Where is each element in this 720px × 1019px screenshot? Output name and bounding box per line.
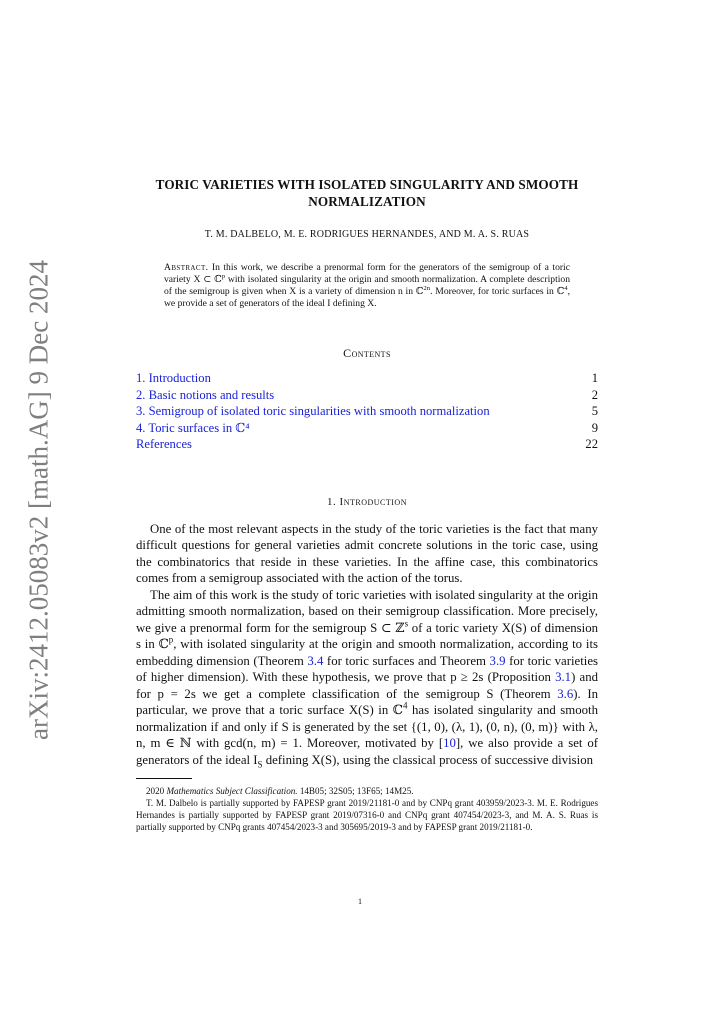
text-run: ) and for p = 2s we get a complete classification of the semigroup S (Theorem (136, 670, 598, 701)
toc-link-semigroup[interactable] (136, 403, 490, 420)
page-number: 1 (358, 897, 362, 906)
abstract-label: Abstract. (164, 262, 209, 273)
sup-p: p (168, 634, 174, 645)
toc-page: 2 (591, 387, 598, 402)
sup-s: s (404, 618, 409, 629)
toc-num: 1. (136, 371, 146, 385)
section-title-introduction: 1. Introduction (327, 495, 407, 508)
toc-label: Basic notions and results (148, 387, 275, 402)
footnote-divider (136, 778, 192, 779)
ref-proposition-3-1[interactable]: 3.1 (555, 670, 572, 684)
title-line-2: NORMALIZATION (308, 194, 426, 209)
toc-num: 3. (136, 404, 146, 418)
ref-theorem-3-4[interactable]: 3.4 (307, 653, 324, 668)
abstract-sup-4: 4 (564, 284, 568, 292)
text-run: ). In particular, we prove that a toric surface X(S) in ℂ (136, 686, 598, 717)
toc-link-basic-notions[interactable] (136, 387, 274, 404)
arxiv-id: arXiv:2412.05083v2 [math.AG] 9 Dec 2024 (23, 260, 54, 740)
toc-label: Introduction (148, 371, 211, 385)
text-run: defining X(S), using the classical process of successive division (262, 752, 594, 767)
abstract-sup-p: p (221, 272, 226, 280)
toc-page: 22 (585, 437, 598, 451)
toc-page: 5 (591, 404, 598, 418)
ref-theorem-3-9[interactable]: 3.9 (489, 653, 506, 668)
abstract (164, 262, 570, 310)
toc-item-semigroup[interactable] (136, 403, 598, 420)
text-run: The aim of this work is the study of toric varieties with isolated singularity at the origin admitting smooth normalization, based on their semigroup classification. More precisely, we give a prenormal form for the semigroup S ⊂ ℤ (136, 587, 598, 635)
toc-link-references[interactable] (136, 436, 192, 453)
text-run: has isolated singularity and smooth normalization if and only if S is generated by the set {(1, 0), (λ, 1), (0, n), (0, m)} with λ, n, m ∈ ℕ with gcd(n, m) = 1. Moreover, motivated by [ (136, 703, 598, 750)
msc-label: Mathematics Subject Classification. (166, 786, 298, 796)
toc-page: 1 (591, 371, 598, 385)
toc-item-references[interactable] (136, 436, 598, 453)
text-run: 2020 (146, 786, 167, 796)
text-run: , with isolated singularity at the origin and smooth normalization, according to its embedding dimension (Theorem (136, 637, 598, 668)
toc-link-introduction[interactable] (136, 370, 211, 387)
toc-label: Toric surfaces in ℂ⁴ (148, 420, 250, 435)
sup-4: 4 (403, 700, 408, 711)
text-run: 14B05; 32S05; 13F65; 14M25. (297, 786, 414, 796)
abstract-text-2: with isolated singularity at the origin and smooth normalization. A complete description of the semigroup is given when X is a variety of dimension n in ℂ (164, 274, 570, 297)
footnotes (136, 785, 598, 833)
abstract-sup-2n: 2n (423, 284, 431, 292)
sub-s: S (257, 759, 263, 770)
authors: T. M. DALBELO, M. E. RODRIGUES HERNANDES, AND M. A. S. RUAS (204, 229, 530, 240)
text-run: ], we also provide a set of generators of the ideal I (136, 736, 598, 767)
toc-page: 9 (591, 420, 598, 435)
footnote-msc (136, 785, 598, 797)
toc-num: 4. (136, 420, 146, 435)
contents-title: Contents (343, 346, 391, 360)
text-run: for toric varieties of higher dimension). With these hypothesis, we prove that p ≥ 2s (Proposition (136, 653, 598, 684)
toc-link-toric-surfaces[interactable] (136, 420, 250, 437)
ref-citation-10[interactable]: 10 (443, 736, 456, 750)
abstract-text-3: . Moreover, for toric surfaces in ℂ (430, 286, 565, 297)
paper-page (136, 170, 598, 833)
toc-item-introduction[interactable] (136, 370, 598, 387)
toc-item-toric-surfaces[interactable] (136, 420, 598, 437)
toc-num: 2. (136, 387, 146, 402)
abstract-text-1: In this work, we describe a prenormal form for the generators of the semigroup of a toric variety X ⊂ ℂ (164, 262, 570, 285)
abstract-text-4: , we provide a set of generators of the ideal I defining X. (164, 286, 570, 309)
ref-theorem-3-6[interactable]: 3.6 (557, 686, 574, 701)
title-line-1: TORIC VARIETIES WITH ISOLATED SINGULARITY AND SMOOTH (155, 177, 579, 192)
paragraph-2 (136, 587, 598, 769)
text-run: of a toric variety X(S) of dimension s in ℂ (136, 620, 598, 651)
arxiv-stamp (14, 260, 64, 740)
table-of-contents (136, 370, 598, 453)
toc-label: Semigroup of isolated toric singularities with smooth normalization (148, 404, 490, 418)
toc-label: References (136, 437, 192, 451)
paragraph-1: One of the most relevant aspects in the study of the toric varieties is the fact that many difficult questions for general varieties admit concrete solutions in the toric case, using the combinatorics that reside in these varieties. In the affine case, this combinatorics comes from a semigroup associated with the action of the torus. (136, 521, 598, 585)
toc-item-basic-notions[interactable] (136, 387, 598, 404)
text-run: for toric surfaces and Theorem (323, 653, 490, 668)
footnote-funding: T. M. Dalbelo is partially supported by FAPESP grant 2019/21181-0 and by CNPq grant 403959/2023-3. M. E. Rodrigues Hernandes is partially supported by FAPESP grant 2019/07316-0 and CNPq grant 407454/2023-3, and M. A. S. Ruas is partially supported by CNPq grants 407454/2023-3 and 305695/2019-3 and by FAPESP grant 2019/21181-0. (136, 798, 598, 832)
introduction-body (136, 521, 598, 769)
paper-title (136, 176, 598, 210)
